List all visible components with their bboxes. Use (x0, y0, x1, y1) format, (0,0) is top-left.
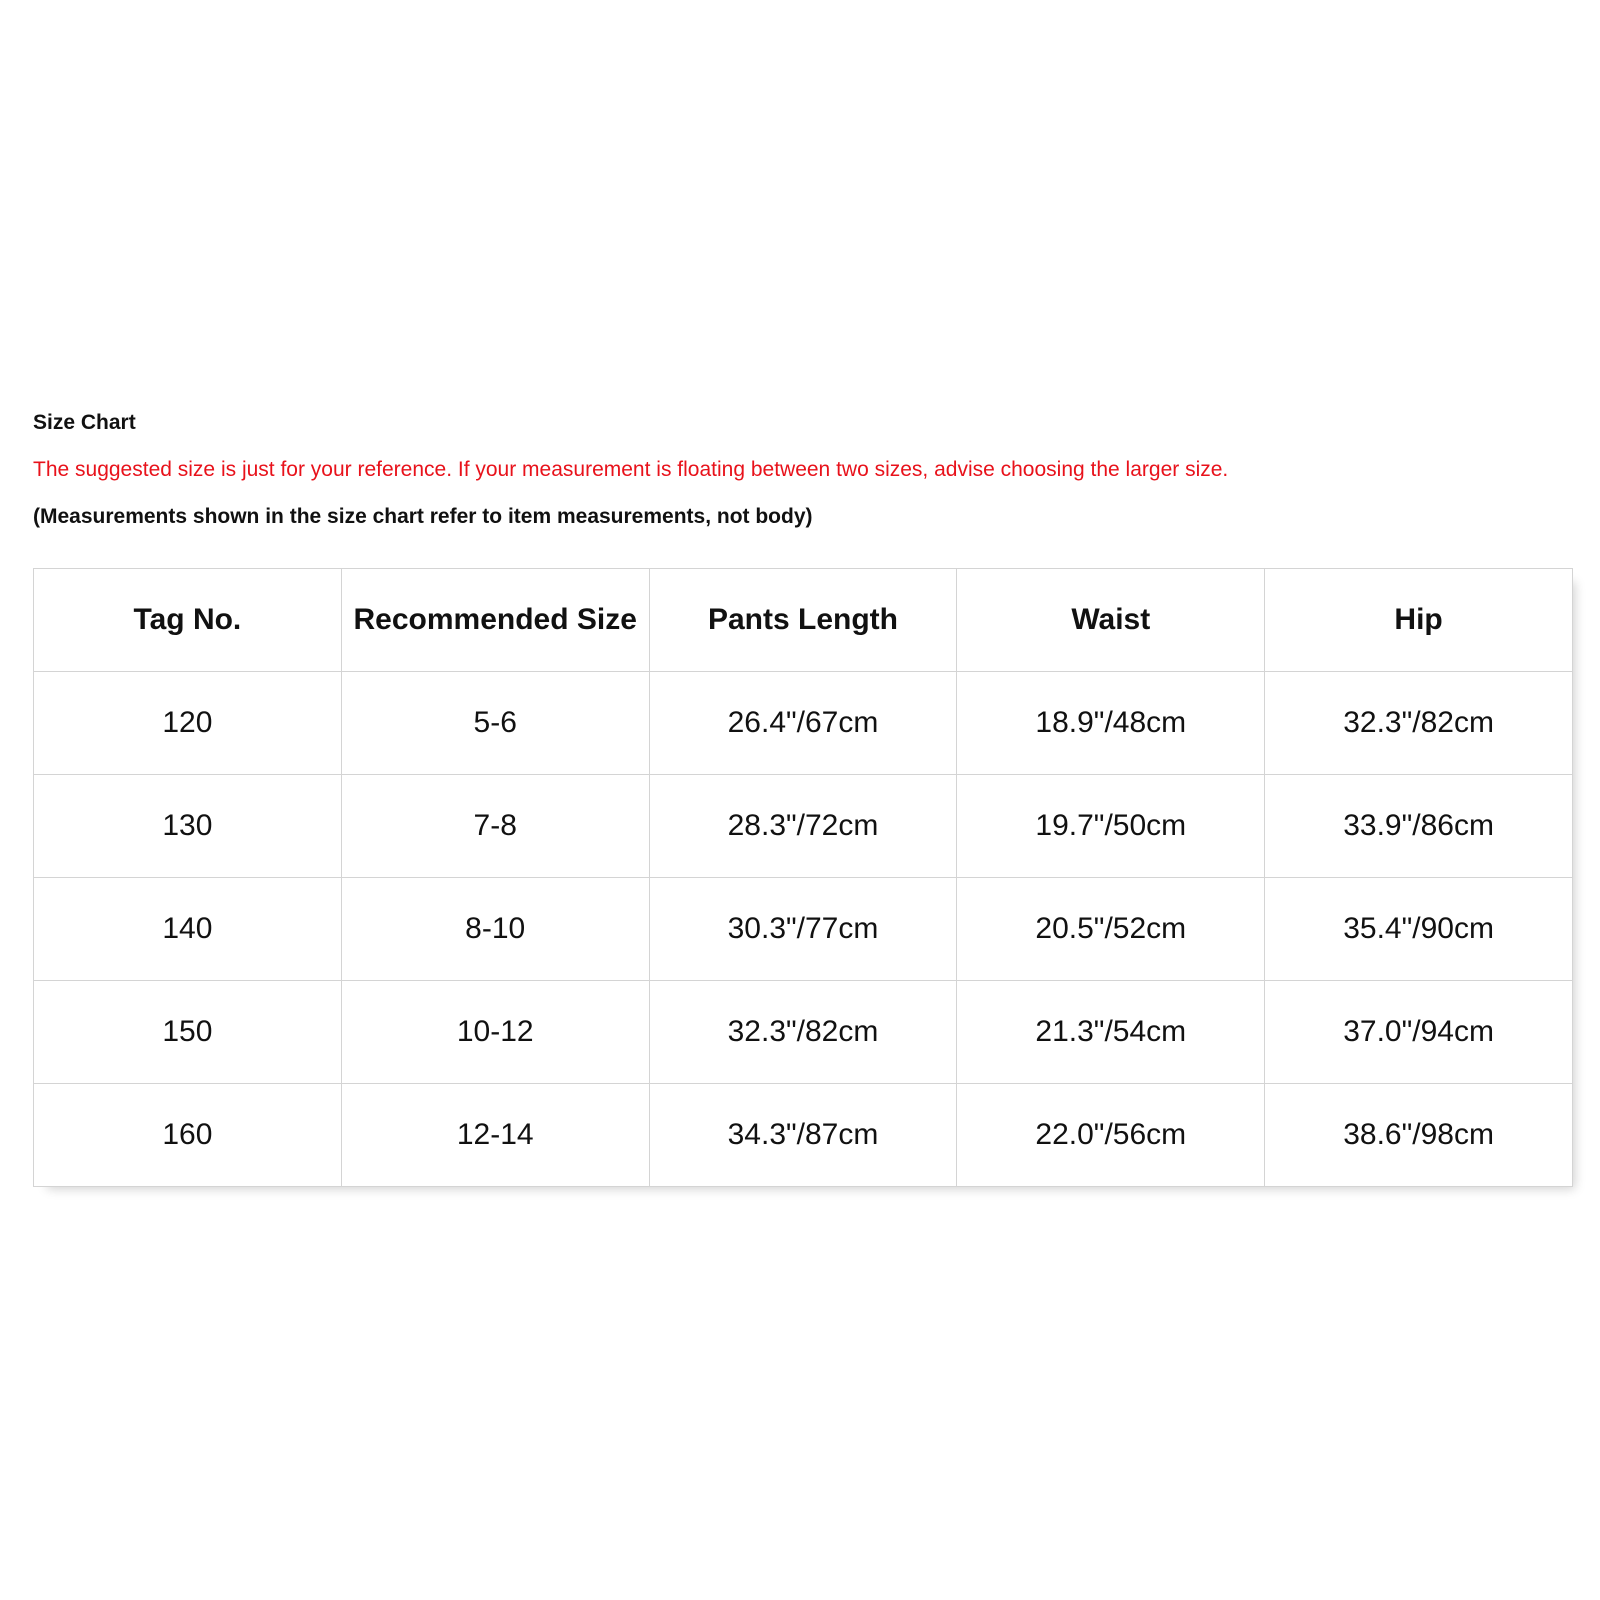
cell-hip: 35.4"/90cm (1265, 878, 1573, 981)
cell-tag-no: 120 (34, 672, 342, 775)
cell-waist: 18.9"/48cm (957, 672, 1265, 775)
header-hip: Hip (1265, 569, 1573, 672)
measurement-disclaimer: (Measurements shown in the size chart refer to item measurements, not body) (33, 505, 813, 528)
header-tag-no: Tag No. (34, 569, 342, 672)
table-row (34, 672, 1573, 775)
size-table (33, 568, 1573, 1187)
chart-title: Size Chart (33, 411, 136, 434)
table-row (34, 775, 1573, 878)
cell-hip: 37.0"/94cm (1265, 981, 1573, 1084)
cell-hip: 32.3"/82cm (1265, 672, 1573, 775)
cell-waist: 21.3"/54cm (957, 981, 1265, 1084)
cell-hip: 38.6"/98cm (1265, 1084, 1573, 1187)
cell-recommended-size: 12-14 (341, 1084, 649, 1187)
size-table-container (33, 568, 1573, 1187)
header-recommended-size: Recommended Size (341, 569, 649, 672)
cell-recommended-size: 5-6 (341, 672, 649, 775)
header-waist: Waist (957, 569, 1265, 672)
cell-pants-length: 32.3"/82cm (649, 981, 957, 1084)
header-pants-length: Pants Length (649, 569, 957, 672)
cell-tag-no: 140 (34, 878, 342, 981)
cell-tag-no: 160 (34, 1084, 342, 1187)
size-chart (33, 408, 1573, 1151)
cell-tag-no: 130 (34, 775, 342, 878)
cell-waist: 20.5"/52cm (957, 878, 1265, 981)
cell-pants-length: 28.3"/72cm (649, 775, 957, 878)
cell-pants-length: 34.3"/87cm (649, 1084, 957, 1187)
table-row (34, 878, 1573, 981)
cell-pants-length: 30.3"/77cm (649, 878, 957, 981)
cell-pants-length: 26.4"/67cm (649, 672, 957, 775)
cell-recommended-size: 10-12 (341, 981, 649, 1084)
cell-waist: 19.7"/50cm (957, 775, 1265, 878)
cell-hip: 33.9"/86cm (1265, 775, 1573, 878)
cell-tag-no: 150 (34, 981, 342, 1084)
table-row (34, 1084, 1573, 1187)
table-header-row (34, 569, 1573, 672)
sizing-advice-note: The suggested size is just for your reference. If your measurement is floating between two sizes, advise choosing the larger size. (33, 458, 1229, 481)
cell-recommended-size: 8-10 (341, 878, 649, 981)
table-row (34, 981, 1573, 1084)
cell-recommended-size: 7-8 (341, 775, 649, 878)
cell-waist: 22.0"/56cm (957, 1084, 1265, 1187)
